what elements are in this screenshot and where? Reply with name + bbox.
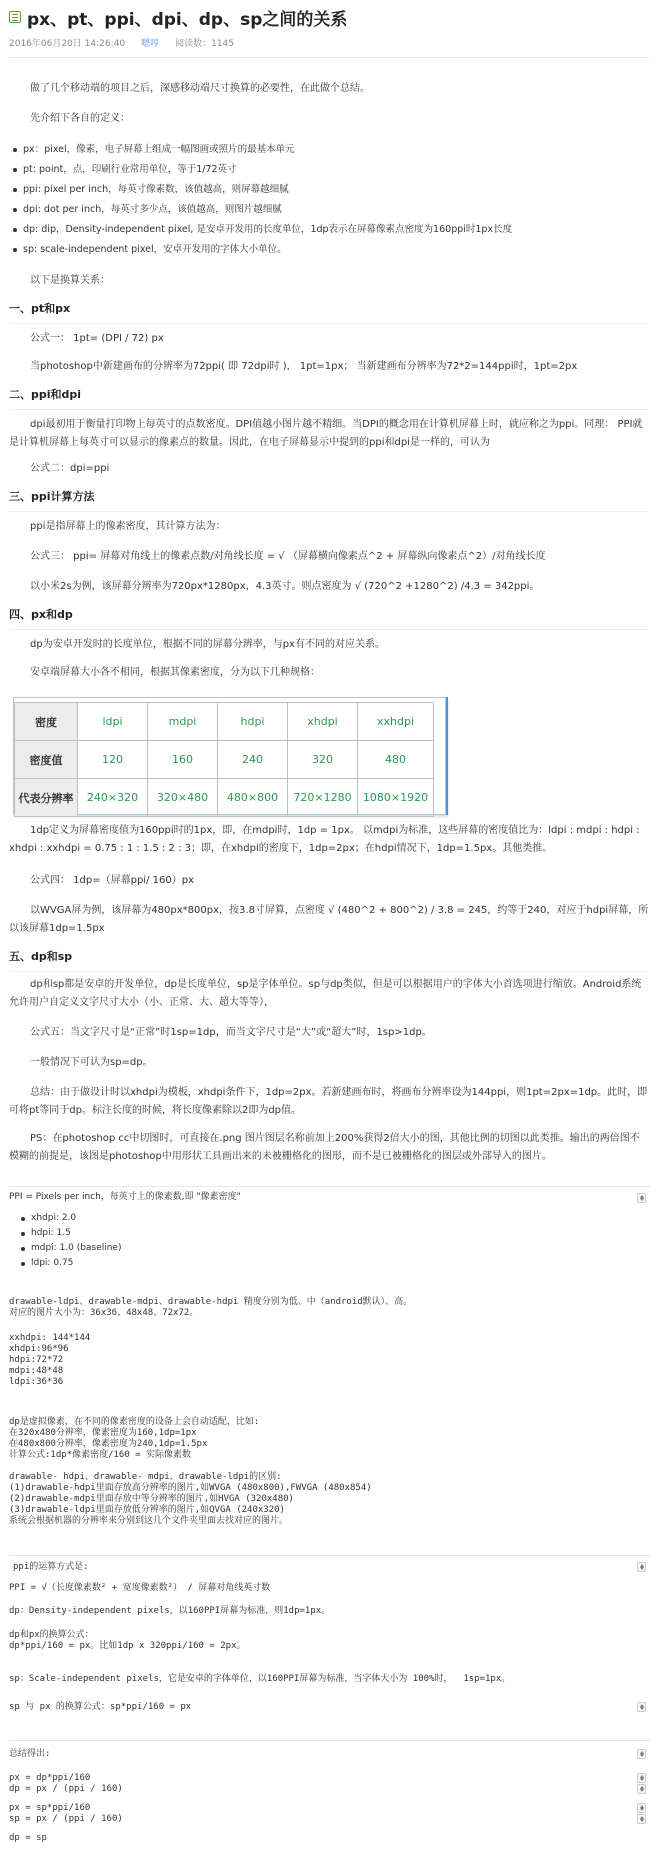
code-scroll-icon[interactable]: [637, 1702, 646, 1712]
code-line: dp是虚拟像素，在不同的像素密度的设备上会自动适配，比如:: [9, 1417, 260, 1427]
code-scroll-icon[interactable]: [637, 1193, 646, 1203]
list-item: dp: dip，Density-independent pixel, 是安卓开发用的长度单位，1dp表示在屏幕像素点密度为160ppi时1px长度: [9, 220, 649, 240]
list-item: mdpi: 1.0 (baseline): [9, 1241, 121, 1256]
section-paragraph: 安卓端屏幕大小各不相同，根据其像素密度，分为以下几种规格：: [30, 667, 320, 678]
list-item: pt: point，点，印刷行业常用单位，等于1/72英寸: [9, 160, 649, 180]
section-paragraph: dp和sp都是安卓的开发单位，dp是长度单位，sp是字体单位。sp与dp类似，但是可以根据用户的字体大小首选项进行缩放。Android系统允许用户自定义文字尺寸大小（小、正常、大、超大等等），: [9, 979, 642, 1008]
table-cell: ldpi: [78, 703, 148, 741]
article-meta: [9, 36, 649, 49]
list-item: hdpi: 1.5: [9, 1226, 121, 1241]
section-paragraph: dp为安卓开发时的长度单位，根据不同的屏幕分辨率，与px有不同的对应关系。: [30, 639, 385, 650]
table-row: [15, 741, 434, 779]
list-item: px：pixel，像素，电子屏幕上组成一幅图画或照片的最基本单元: [9, 140, 649, 160]
code-scroll-icon[interactable]: [637, 1749, 646, 1759]
table-cell: xhdpi: [288, 703, 358, 741]
code-line: ldpi:36*36: [9, 1377, 64, 1387]
code-group: [9, 1417, 259, 1461]
code-line: PPI = √（长度像素数² + 宽度像素数²） / 屏幕对角线英寸数: [9, 1583, 271, 1593]
code-line: dp*ppi/160 = px。比如1dp x 320ppi/160 = 2px。: [9, 1641, 246, 1651]
table-cell: xxhdpi: [358, 703, 434, 741]
table-row: [15, 779, 434, 817]
code-line: xxhdpi: 144*144: [9, 1333, 91, 1343]
section-paragraph: ppi是指屏幕上的像素密度，其计算方法为：: [30, 521, 226, 532]
code-scroll-icon[interactable]: [637, 1562, 646, 1572]
table-cell: 120: [78, 741, 148, 779]
code-line: 计算公式:1dp*像素密度/160 = 实际像素数: [9, 1450, 192, 1460]
code-scroll-icon[interactable]: [637, 1773, 646, 1783]
section-heading: 三、ppi计算方法: [9, 488, 649, 506]
definition-list: [9, 140, 649, 260]
code-group: [9, 1803, 123, 1825]
section-heading: 一、pt和px: [9, 300, 649, 318]
code-line: mdpi:48*48: [9, 1366, 64, 1376]
section-paragraph: 以小米2s为例，该屏幕分辨率为720px*1280px，4.3英寸。则点密度为 √ (720^2 +1280^2) /4.3 = 342ppi。: [30, 581, 540, 592]
code-line: hdpi:72*72: [9, 1355, 64, 1365]
publish-date: 2016年06月20日 14:26:40: [9, 39, 126, 49]
section-paragraph: 1dp定义为屏幕密度值为160ppi时的1px，即，在mdpi时，1dp = 1px。 以mdpi为标准，这些屏幕的密度值比为：ldpi : mdpi : hdpi : xhdpi : xxhdpi = 0.75 : 1 : 1.5 : 2 : 3；即，在xhdpi的密度下，1dp=2px；在hdpi情况下，1dp=1.5px。其他类推。: [9, 825, 640, 854]
code-line: xhdpi:96*96: [9, 1344, 69, 1354]
table-cell: 240: [218, 741, 288, 779]
code-block: [9, 1186, 650, 1526]
section-paragraph: dpi最初用于衡量打印物上每英寸的点数密度。DPI值越小图片越不精细。当DPI的概念用在计算机屏幕上时，就应称之为ppi。同理： PPI就是计算机屏幕上每英寸可以显示的像素点的数量。因此，在电子屏幕显示中提到的ppi和dpi是一样的，可认为: [9, 419, 643, 448]
table-cell: 密度值: [15, 741, 78, 779]
section-heading: 四、px和dp: [9, 606, 649, 624]
table-cell: 320: [288, 741, 358, 779]
density-factor-list: [9, 1211, 121, 1271]
section-paragraph: 以WVGA屏为例，该屏幕为480px*800px，按3.8寸屏算，点密度 √ (480^2 + 800^2) / 3.8 = 245，约等于240，对应于hdpi屏幕，所以该屏幕1dp=1.5px: [9, 905, 649, 934]
conversion-intro: 以下是换算关系：: [30, 275, 110, 286]
code-block: [9, 1696, 650, 1730]
list-item: ldpi: 0.75: [9, 1256, 121, 1271]
code-line: 总结得出:: [9, 1749, 51, 1759]
table-cell: mdpi: [148, 703, 218, 741]
code-line: sp 与 px 的换算公式：sp*ppi/160 = px: [9, 1702, 192, 1712]
header-divider: [9, 57, 649, 58]
section-heading: 五、dp和sp: [9, 948, 649, 966]
table-cell: 代表分辨率: [15, 779, 78, 817]
code-line: (2)drawable-mdpi里面存放中等分辨率的图片,如HVGA (320x480): [9, 1494, 294, 1504]
table-cell: 720×1280: [288, 779, 358, 817]
table-cell: 1080×1920: [358, 779, 434, 817]
code-line: (1)drawable-hdpi里面存放高分辨率的图片,如WVGA (480x800),FWVGA (480x854): [9, 1483, 372, 1493]
section-paragraph: 当photoshop中新建画布的分辨率为72ppi( 即 72dpi时 )， 1pt=1px； 当新建画布分辨率为72*2=144ppi时，1pt=2px: [30, 361, 578, 372]
code-line: px = dp*ppi/160: [9, 1773, 91, 1783]
table-cell: 480: [358, 741, 434, 779]
defs-intro: 先介绍下各自的定义：: [30, 113, 130, 124]
section-paragraph: 一般情况下可认为sp=dp。: [30, 1057, 153, 1068]
code-group: [9, 1773, 123, 1795]
code-line: 在480x800分辨率，像素密度为240,1dp=1.5px: [9, 1439, 208, 1449]
density-table: [14, 702, 434, 817]
list-item: xhdpi: 2.0: [9, 1211, 121, 1226]
table-cell: 320×480: [148, 779, 218, 817]
article-header: [9, 6, 649, 49]
code-line: 在320x480分辨率，像素密度为160,1dp=1px: [9, 1428, 197, 1438]
code-line: PPI = Pixels per inch，每英寸上的像素数,即 "像素密度": [9, 1192, 241, 1202]
code-line: dp = sp: [9, 1833, 47, 1843]
list-item: ppi: pixel per inch，每英寸像素数，该值越高，则屏幕越细腻: [9, 180, 649, 200]
code-scroll-icon[interactable]: [637, 1814, 646, 1824]
code-group: [9, 1297, 412, 1319]
formula-1: 公式一： 1pt= (DPI / 72) px: [30, 333, 164, 344]
formula-4: 公式四： 1dp=（屏幕ppi/ 160）px: [30, 875, 194, 886]
table-cell: 240×320: [78, 779, 148, 817]
article-title: px、pt、ppi、dpi、dp、sp之间的关系: [27, 9, 348, 30]
code-line: dp：Density-independent pixels，以160PPI屏幕为标准，则1dp=1px。: [9, 1606, 331, 1616]
code-line: drawable- hdpi、drawable- mdpi、drawable-ldpi的区别:: [9, 1472, 282, 1482]
code-line: drawable-ldpi、drawable-mdpi、drawable-hdpi 精度分别为低、中（android默认）、高。: [9, 1297, 413, 1307]
code-line: 系统会根据机器的分辨率来分别到这几个文件夹里面去找对应的图片。: [9, 1516, 289, 1526]
list-item: sp: scale-independent pixel，安卓开发用的字体大小单位。: [9, 240, 649, 260]
table-cell: 160: [148, 741, 218, 779]
code-line: (3)drawable-ldpi里面存放低分辨率的图片,如QVGA (240x320): [9, 1505, 285, 1515]
table-cell: hdpi: [218, 703, 288, 741]
view-count: 阅读数：1145: [175, 39, 235, 49]
section-paragraph: PS：在photoshop cc中切图时，可直接在.png 图片图层名称前加上200%获得2倍大小的图，其他比例的切图以此类推。输出的两倍图不模糊的前提是，该图是photoshop中用形状工具画出来的未被栅格化的图形，而不是已被栅格化的图层或外部导入的图片。: [9, 1133, 640, 1162]
intro-paragraph: 做了几个移动端的项目之后，深感移动端尺寸换算的必要性，在此做个总结。: [30, 83, 370, 94]
code-line: dp = px / (ppi / 160): [9, 1784, 123, 1794]
formula-5: 公式五：当文字尺寸是“正常”时1sp=1dp，而当文字尺寸是“大”或“超大”时，1sp>1dp。: [30, 1027, 432, 1038]
code-line: px = sp*ppi/160: [9, 1803, 91, 1813]
code-scroll-icon[interactable]: [637, 1784, 646, 1794]
code-line: 对应的图片大小为：36x36、48x48、72x72。: [9, 1308, 199, 1318]
formula-3: 公式三： ppi= 屏幕对角线上的像素点数/对角线长度 = √ （屏幕横向像素点^2 + 屏幕纵向像素点^2）/对角线长度: [30, 551, 546, 562]
code-group: [9, 1333, 90, 1388]
code-group: [9, 1472, 372, 1527]
section-heading: 二、ppi和dpi: [9, 386, 649, 404]
formula-2: 公式二：dpi=ppi: [30, 463, 110, 474]
code-line: sp = px / (ppi / 160): [9, 1814, 123, 1824]
code-block: [9, 1555, 650, 1695]
original-article-icon: [9, 11, 21, 23]
table-edge-bar: [446, 697, 448, 815]
table-cell: 密度: [15, 703, 78, 741]
table-cell: 480×800: [218, 779, 288, 817]
author-link[interactable]: 嗯哼: [141, 39, 160, 49]
list-item: dpi: dot per inch，每英寸多少点，该值越高，则图片越细腻: [9, 200, 649, 220]
code-line: dp和px的换算公式：: [9, 1630, 94, 1640]
section-paragraph: 总结：由于做设计时以xhdpi为模板，xhdpi条件下，1dp=2px。若新建画布时，将画布分辨率设为144ppi，则1pt=2px=1dp。此时，即可将pt等同于dp。标注长度的时候，将长度像素除以2即为dp值。: [9, 1087, 648, 1116]
code-block: [9, 1740, 650, 1860]
code-line: sp：Scale-independent pixels，它是安卓的字体单位，以160PPI屏幕为标准，当字体大小为 100%时， 1sp=1px。: [9, 1674, 511, 1684]
code-scroll-icon[interactable]: [637, 1803, 646, 1813]
table-row: [15, 703, 434, 741]
code-line: ppi的运算方式是:: [13, 1562, 89, 1572]
